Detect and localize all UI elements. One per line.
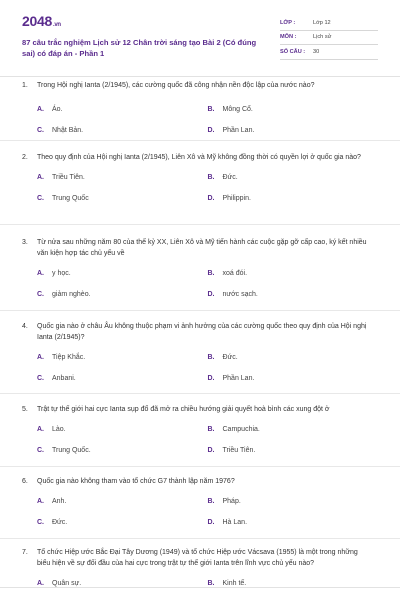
option-text: Lào. [52,426,66,433]
option-text: Đức. [222,354,238,361]
question-2 [22,152,378,209]
question-text [22,237,378,259]
question-separator [0,466,400,467]
option-text: Nhật Bản. [52,127,84,134]
question-separator [0,310,400,311]
footer-divider [0,587,400,588]
option-text: Áo. [52,106,63,113]
option-text: xoá đói. [222,270,248,277]
question-body: Trật tự thế giới hai cực Ianta sụp đổ đã mở ra chiều hướng giải quyết hoà bình các xung đột ở [37,406,330,413]
option-b[interactable] [208,263,379,284]
option-text: Phần Lan. [222,375,255,382]
option-text: giảm nghèo. [52,291,91,298]
meta-label: MÔN : [280,34,297,41]
options [37,263,378,305]
header-divider [0,76,400,77]
option-letter: A. [37,498,44,505]
question-1 [22,80,378,141]
question-separator [0,393,400,394]
options [37,491,378,533]
options [37,99,378,141]
option-letter: B. [207,106,215,113]
option-c[interactable] [37,440,208,461]
option-text: Triều Tiên. [222,447,256,454]
option-letter: D. [207,127,215,134]
question-number: 4. [22,323,28,330]
option-letter: D. [207,447,215,454]
option-letter: B. [207,174,215,181]
option-text: Pháp. [222,498,241,505]
option-text: Mông Cổ. [222,106,253,113]
option-letter: B. [207,426,215,433]
option-letter: B. [207,498,215,505]
option-letter: B. [207,354,215,361]
option-text: Triều Tiên. [52,174,85,181]
option-text: nước sạch. [222,291,258,298]
meta-row-count [280,45,378,60]
option-b[interactable] [208,419,379,440]
option-text: Kinh tế. [222,580,247,587]
question-text [22,152,378,163]
meta-value: Lớp 12 [313,19,331,26]
option-text: Campuchia. [222,426,260,433]
option-letter: B. [207,580,215,587]
option-letter: A. [37,106,44,113]
option-letter: C. [37,447,44,454]
option-text: y học. [52,270,71,277]
question-number: 3. [22,239,28,246]
question-5 [22,404,378,461]
question-body: Theo quy định của Hội nghị Ianta (2/1945), Liên Xô và Mỹ không đồng thời có quyền lợi ở quốc gia nào? [37,154,361,161]
meta-row-subject [280,31,378,46]
question-number: 6. [22,478,28,485]
meta-label: SỐ CÂU : [280,48,306,55]
option-a[interactable] [37,167,208,188]
option-text: Đức. [222,174,238,181]
option-text: Anbani. [52,375,76,382]
option-a[interactable] [37,347,208,368]
option-b[interactable] [208,491,379,512]
meta-row-grade [280,16,378,31]
question-number: 1. [22,82,28,89]
option-letter: C. [37,127,44,134]
question-6 [22,476,378,533]
question-text [22,547,378,569]
option-letter: D. [207,195,215,202]
option-c[interactable] [37,284,208,305]
option-letter: D. [207,291,215,298]
option-b[interactable] [208,99,379,120]
question-separator [0,224,400,225]
option-text: Tiệp Khắc. [52,354,86,361]
meta-label: LỚP : [280,19,296,26]
meta-value: Lịch sử [313,34,332,41]
question-body: Từ nửa sau những năm 80 của thế kỷ XX, Liên Xô và Mỹ tiến hành các cuộc gặp gỡ cấp cao, ký kết nhiều văn kiện hợp tác chủ yếu về [37,239,367,257]
meta-value: 30 [313,48,320,55]
document-title: 87 câu trắc nghiệm Lịch sử 12 Chân trời sáng tạo Bài 2 (Có đúng sai) có đáp án - Phần 1 [22,38,257,58]
option-b[interactable] [208,167,379,188]
question-text [22,476,378,487]
option-text: Trung Quốc [52,195,89,202]
option-a[interactable] [37,573,208,594]
option-text: Phần Lan. [222,127,255,134]
option-a[interactable] [37,491,208,512]
option-letter: C. [37,195,44,202]
option-letter: D. [207,519,215,526]
logo-suffix: .vn [52,22,61,28]
site-logo[interactable] [22,14,257,32]
option-text: Philippin. [222,195,251,202]
meta-table [280,16,378,62]
options [37,347,378,389]
question-body: Trong Hội nghị Ianta (2/1945), các cường quốc đã công nhận nền độc lập của nước nào? [37,82,315,89]
option-text: Anh. [52,498,67,505]
option-letter: D. [207,375,215,382]
question-text [22,404,378,415]
option-d[interactable] [208,120,379,141]
option-text: Hà Lan. [222,519,248,526]
option-letter: A. [37,270,44,277]
option-letter: A. [37,354,44,361]
option-c[interactable] [37,368,208,389]
question-body: Quốc gia nào ở châu Âu không thuộc phạm vi ảnh hưởng của các cường quốc theo quy định của Hội nghị Ianta (2/1945)? [37,323,367,341]
question-text [22,80,378,91]
option-d[interactable] [208,284,379,305]
option-c[interactable] [37,188,208,209]
option-letter: C. [37,375,44,382]
question-text [22,321,378,343]
question-number: 2. [22,154,28,161]
option-a[interactable] [37,99,208,120]
option-d[interactable] [208,440,379,461]
option-d[interactable] [208,512,379,533]
option-c[interactable] [37,120,208,141]
option-d[interactable] [208,368,379,389]
option-letter: B. [207,270,215,277]
page-header [22,0,378,62]
logo-main: 2048 [22,13,52,29]
option-b[interactable] [208,573,379,594]
options [37,419,378,461]
option-letter: A. [37,580,44,587]
option-a[interactable] [37,419,208,440]
option-letter: C. [37,291,44,298]
header-left [22,14,257,62]
option-text: Đức. [52,519,68,526]
option-b[interactable] [208,347,379,368]
option-d[interactable] [208,188,379,209]
question-separator [0,538,400,539]
option-letter: A. [37,174,44,181]
option-text: Quân sự. [52,580,82,587]
question-3 [22,237,378,305]
options [37,167,378,209]
option-letter: C. [37,519,44,526]
question-body: Quốc gia nào không tham vào tổ chức G7 thành lập năm 1976? [37,478,235,485]
option-text: Trung Quốc. [52,447,91,454]
option-a[interactable] [37,263,208,284]
option-c[interactable] [37,512,208,533]
question-4 [22,321,378,389]
question-number: 5. [22,406,28,413]
options [37,573,378,594]
question-separator [0,140,400,141]
option-letter: A. [37,426,44,433]
question-number: 7. [22,549,28,556]
question-body: Tổ chức Hiệp ước Bắc Đại Tây Dương (1949) và tổ chức Hiệp ước Vácsava (1955) là một trong những biểu hiện về sự đối đầu của hai cực trong trật tự thế giới Ianta trên lĩnh vực chủ yếu nào? [37,549,358,567]
